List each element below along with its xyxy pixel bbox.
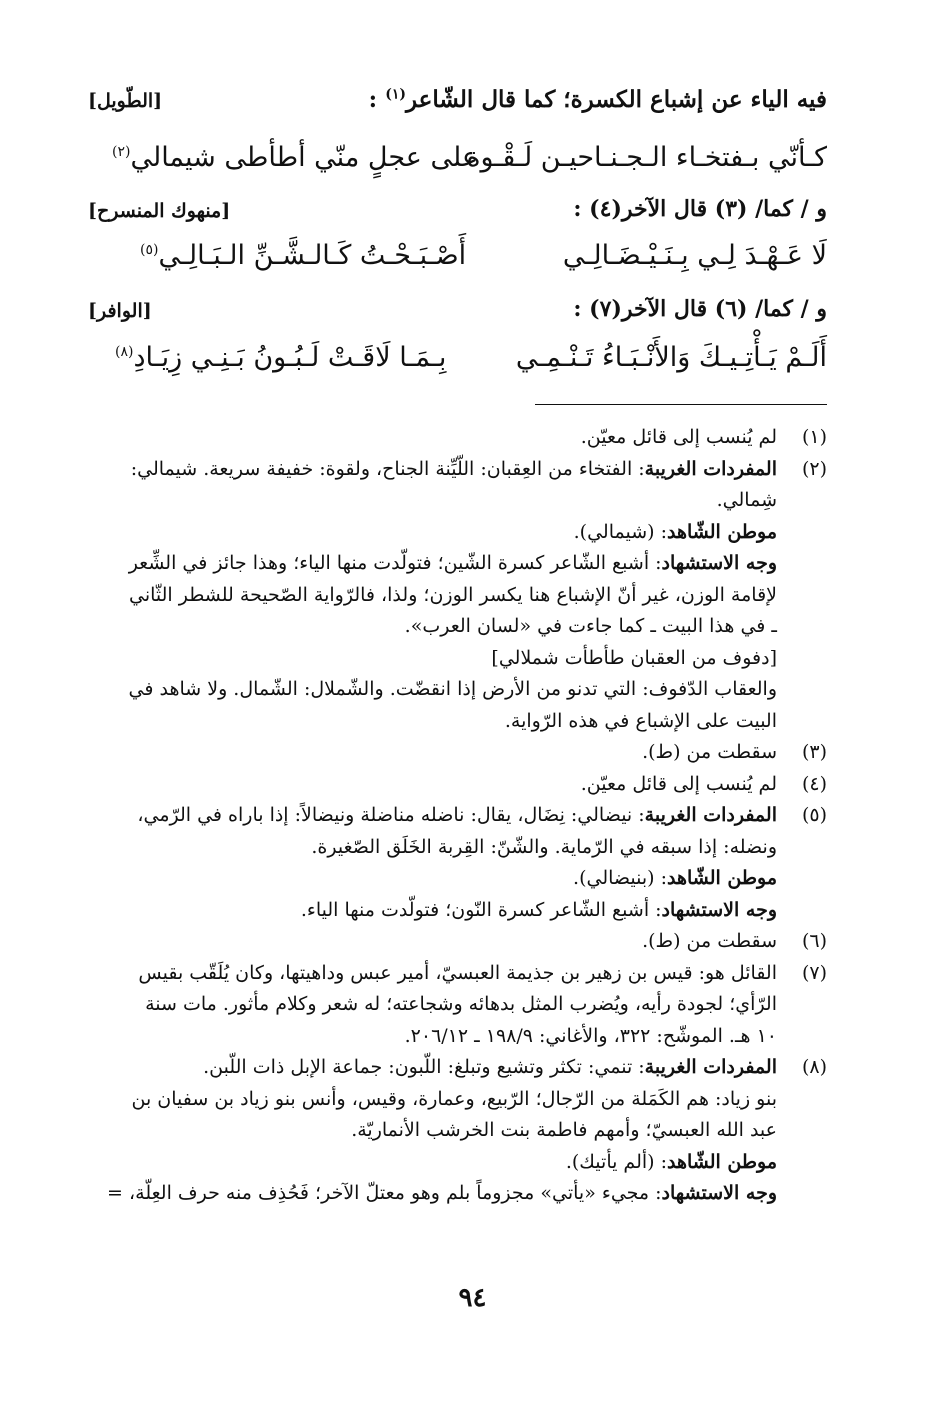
verse-1-first-hemistich: كـأنّي بـفتخـاء الـجـنـاحيـن لَـقْـوة xyxy=(466,142,827,173)
meter-label: [الطّويل] xyxy=(88,90,163,112)
footnote-number: (٤) xyxy=(801,772,827,795)
footnote-line: موطن الشّاهد: (ألم يأتيك). xyxy=(565,1150,777,1173)
footnote-text: سقطت من (ط). xyxy=(642,741,777,763)
footnote-text: القائل هو: قيس بن زهير بن جذيمة العبسيّ، أمير عبس وداهيتها، وكان يُلَقّب بقيس xyxy=(138,961,777,984)
footnote-number: (١) xyxy=(801,426,827,448)
footnote-number: (٧) xyxy=(801,961,827,984)
footnote-number: (٦) xyxy=(801,930,827,952)
footnote-text: سقطت من (ط). xyxy=(642,930,777,952)
lead-line-3: و / كما/ (٦) قال الآخر(٧) : xyxy=(573,296,827,322)
footnote-7 xyxy=(85,958,827,990)
witness-label: موطن الشّاهد xyxy=(667,1150,777,1173)
lead-line-2: و / كما/ (٣) قال الآخر(٤) : xyxy=(573,196,827,222)
footnote-ref: (٥) xyxy=(140,242,159,258)
footnote-6 xyxy=(85,926,827,958)
term-label: المفردات الغريبة xyxy=(644,457,777,480)
term-label: المفردات الغريبة xyxy=(644,1056,777,1078)
verse-2-second-hemistich xyxy=(140,240,466,271)
witness-label: موطن الشّاهد xyxy=(667,867,777,889)
footnote-line: ونضله: إذا سبقه في الرّماية. والشّنّ: القِربة الخَلَق الصّغيرة. xyxy=(311,835,777,858)
intro-text: فيه الياء عن إشباع الكسرة؛ كما قال الشّاعر xyxy=(405,86,827,113)
footnote-3 xyxy=(85,737,827,769)
footnote-8: (٨) المفردات الغريبة: تنمي: تكثر وتشيع وتبلغ: اللّبون: جماعة الإبل ذات اللّبن. xyxy=(85,1052,827,1084)
intro-line xyxy=(369,86,827,113)
footnote-line: موطن الشّاهد: (بنيضالي). xyxy=(573,867,777,889)
footnote-1 xyxy=(85,422,827,454)
footnote-number: (٥) xyxy=(801,804,827,826)
verse-3-first-hemistich: أَلَـمْ يَـأْتِـيـكَ وَالأَنْـبَـاءُ تَـنْـمِـي xyxy=(515,342,827,373)
evidence-label: وجه الاستشهاد xyxy=(661,1182,777,1204)
term-label: المفردات الغريبة xyxy=(644,804,777,826)
footnote-ref: (٢) xyxy=(112,144,131,160)
footnote-text: : الفتخاء من العِقبان: اللّيِّنة الجناح، ولقوة: خفيفة سريعة. شيمالي: xyxy=(130,457,645,480)
footnote-line: عبد الله العبسيّ؛ وأمهم فاطمة بنت الخرشب الأنماريّة. xyxy=(351,1119,777,1141)
footnote-ref: (١) xyxy=(385,86,406,103)
footnote-text: لم يُنسب إلى قائل معيّن. xyxy=(580,772,777,795)
footnote-separator xyxy=(535,404,827,405)
footnote-line: [دفوف من العقبان طأطأت شملالي] xyxy=(491,646,777,669)
footnotes xyxy=(85,422,827,1210)
footnote-line: الرّأي؛ لجودة رأيه، ويُضرب المثل بدهائه وشجاعته؛ له شعر وكلام مأثور. مات سنة xyxy=(145,993,777,1015)
footnote-4 xyxy=(85,769,827,801)
verse-1-second-hemistich xyxy=(112,142,478,173)
footnote-number: (٢) xyxy=(801,457,827,480)
intro-colon: : xyxy=(368,86,378,113)
footnote-text: لم يُنسب إلى قائل معيّن. xyxy=(580,426,777,448)
footnote-line: ـ في هذا البيت ـ كما جاءت في «لسان العرب». xyxy=(404,615,777,637)
footnote-ref: (٨) xyxy=(115,344,134,360)
footnote-line: وجه الاستشهاد: أشبع الشّاعر كسرة النّون؛ فتولّدت منها الياء. xyxy=(300,898,777,921)
verse-3-second-hemistich xyxy=(115,342,446,373)
footnote-5: (٥) المفردات الغريبة: نيضالي: نِضَال، يقال: ناضله مناضلة ونيضالاً: إذا باراه في الرّمي، xyxy=(85,800,827,832)
footnote-line: بنو زياد: هم الكَمَلة من الرّجال؛ الرّبيع، وعمارة، وقيس، وأنس بنو زياد بن سفيان بن xyxy=(131,1087,777,1110)
footnote-number: (٨) xyxy=(801,1056,827,1078)
footnote-line: ١٠ هـ. الموشّح: ٣٢٢، والأغاني: ١٩٨/٩ ـ ٢٠٦/١٢. xyxy=(404,1024,777,1047)
verse-2-first-hemistich: لَا عَـهْـدَ لِـي بِـنَـيْـضَـالِـي xyxy=(562,240,827,271)
footnote-number: (٣) xyxy=(801,741,827,763)
verse-1-second-text: على عجلٍ منّي أطأطى شيمالي xyxy=(130,142,479,173)
footnote-line: وجه الاستشهاد: مجيء «يأتي» مجزوماً بلم وهو معتلّ الآخر؛ فَحُذِف منه حرف العِلّة، = xyxy=(107,1182,777,1204)
meter-label: [الوافر] xyxy=(88,300,152,322)
meter-label: [منهوك المنسرح] xyxy=(88,200,231,222)
footnote-line: موطن الشّاهد: (شيمالي). xyxy=(573,520,777,543)
footnote-line: لإقامة الوزن، غير أنّ الإشباع هنا يكسر الوزن؛ ولذا، فالرّواية الصّحيحة للشطر الثّاني xyxy=(128,583,777,606)
evidence-label: وجه الاستشهاد xyxy=(661,552,777,574)
footnote-line: وجه الاستشهاد: أشبع الشّاعر كسرة الشّين؛ فتولّدت منها الياء؛ وهذا جائز في الشِّعر xyxy=(128,552,777,574)
verse-3-second-text: بِـمَـا لَاقَـتْ لَـبُـونُ بَـنِـي زِيَـادِ xyxy=(133,342,447,373)
evidence-label: وجه الاستشهاد xyxy=(661,898,777,921)
verse-2-second-text: أَصْـبَـحْـتُ كَـالـشَّـنِّ الـبَـالِـي xyxy=(158,240,467,271)
witness-label: موطن الشّاهد xyxy=(667,520,777,543)
footnote-line: والعقاب الدّفوف: التي تدنو من الأرض إذا انقضّت. والشّملال: الشّمال. ولا شاهد في xyxy=(128,678,777,700)
page-number: ٩٤ xyxy=(458,1283,487,1313)
footnote-line: شِمالي. xyxy=(716,489,777,511)
footnote-2 xyxy=(85,454,827,486)
footnote-line: البيت على الإشباع في هذه الرّواية. xyxy=(504,709,777,732)
